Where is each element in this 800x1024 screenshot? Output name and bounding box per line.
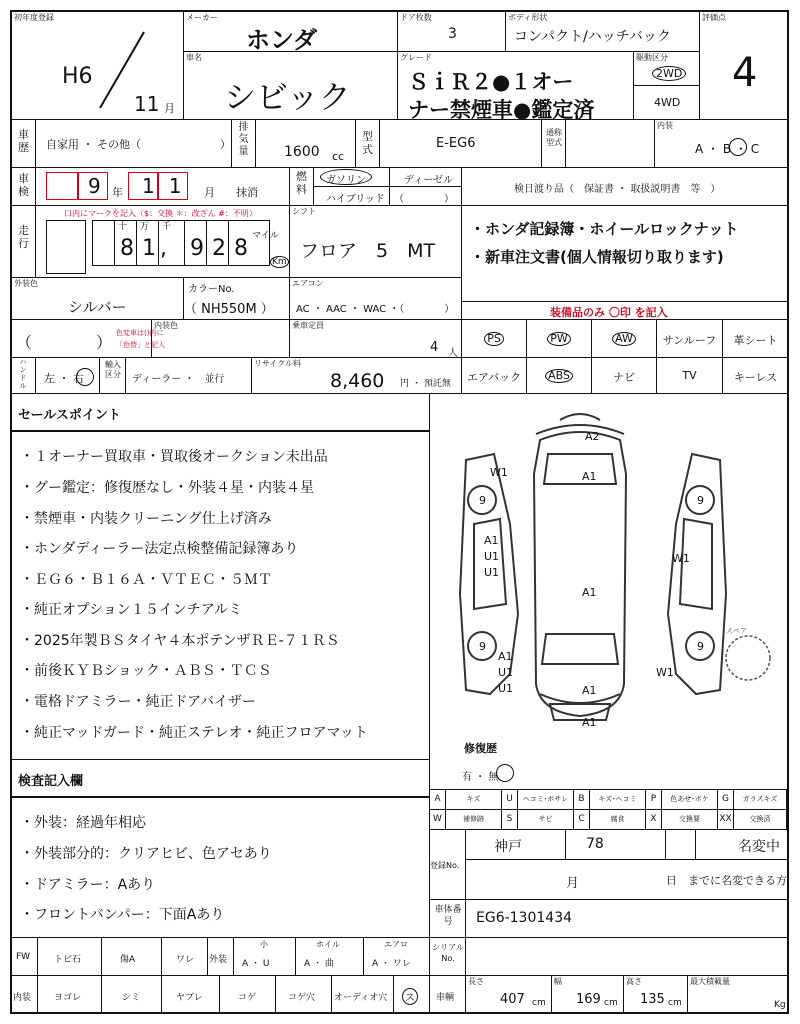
damage-mark: A1 <box>484 534 499 547</box>
width-value: 169 <box>576 992 601 1007</box>
equip-header: 装備品のみ 〇印 を記入 <box>550 306 668 319</box>
equip-label: ナビ <box>613 371 635 384</box>
length-value: 407 <box>500 992 525 1007</box>
disp-unit: cc <box>332 150 345 163</box>
common-cell <box>566 120 655 168</box>
fuel-label: 燃料 <box>296 170 307 196</box>
vin-value: EG6-1301434 <box>476 910 573 926</box>
mileage-digit: 1 <box>142 236 156 261</box>
legend-meaning: 腐食 <box>590 810 646 830</box>
maker-cell <box>184 12 398 52</box>
first-registration-cell <box>12 12 184 120</box>
length-cell <box>466 976 552 1014</box>
change-note1: 色変車は()内に <box>116 329 164 337</box>
equip-label: AW <box>612 332 636 346</box>
fw-item-label: トビ石 <box>54 955 82 965</box>
reg-change-cell <box>696 830 789 860</box>
recycle-cell <box>252 358 462 394</box>
int-label-cell <box>12 976 38 1014</box>
score-cell <box>700 12 789 120</box>
model-label-cell <box>356 120 380 168</box>
equip-label: キーレス <box>733 371 778 384</box>
width-label: 幅 <box>554 977 562 986</box>
import-label: 輸入区分 <box>105 360 121 379</box>
check-panel <box>12 760 430 938</box>
color-no-label: カラーNo. <box>188 284 235 295</box>
digit-divider <box>158 220 159 266</box>
inspection-year: 9 <box>88 174 101 198</box>
car-name-cell <box>184 52 398 120</box>
aircon-label: エアコン <box>292 279 324 288</box>
disp-label: 排気量 <box>238 122 249 157</box>
handle-circle <box>76 368 94 386</box>
legend-code: G <box>718 790 734 810</box>
fw-item <box>102 938 162 976</box>
reg-number-cell <box>566 830 666 860</box>
car-name-value: シビック <box>224 78 351 116</box>
import-cell <box>126 358 252 394</box>
mileage-digit: 9 <box>190 236 204 261</box>
length-label: 長さ <box>468 977 484 986</box>
height-cell <box>624 976 688 1014</box>
damage-mark: A1 <box>582 716 597 729</box>
first-reg-era: H6 <box>62 64 93 89</box>
fw-item-label: 傷A <box>120 955 136 965</box>
disp-value: 1600 <box>284 144 320 160</box>
repair-value: 有 ・ 無 <box>462 772 499 783</box>
ext-color-value: シルバー <box>68 298 127 316</box>
recycle-unit: 円 <box>400 379 410 389</box>
equip-tv <box>657 358 723 394</box>
damage-mark: A1 <box>498 650 513 663</box>
fuel-diesel: ディーゼル <box>404 175 453 186</box>
grade-line1: ＳｉＲ２●１オー <box>408 70 574 94</box>
damage-mark: U1 <box>498 682 514 695</box>
digit-divider <box>136 220 137 266</box>
int-item-label: コゲ <box>238 993 257 1003</box>
sales-divider <box>12 430 430 432</box>
damage-mark: A1 <box>582 586 597 599</box>
serial-label-cell <box>430 938 466 976</box>
sales-title: セールスポイント <box>18 408 121 423</box>
legend-code: C <box>574 810 590 830</box>
reg-label-cell <box>430 830 466 900</box>
damage-mark: U1 <box>484 566 500 579</box>
handle-value: 左 ・ 右 <box>44 372 84 385</box>
body-value: コンパクト/ハッチバック <box>514 29 671 45</box>
drive-label: 駆動区分 <box>636 53 668 62</box>
sales-item: ・１オーナー買取車・買取後オークション未出品 <box>20 449 328 465</box>
equip-abs <box>527 358 592 394</box>
equip-label: PW <box>547 332 571 346</box>
damage-mark: U1 <box>498 666 514 679</box>
fuel-diesel-cell <box>390 168 462 187</box>
doors-label: ドア枚数 <box>400 13 432 22</box>
ext-small-cell <box>234 938 296 976</box>
int-color-label: 内装色 <box>154 321 178 330</box>
legend-code: A <box>430 790 446 810</box>
vin-label: 車体番号 <box>434 905 462 927</box>
legend-code: B <box>574 790 590 810</box>
height-unit: cm <box>668 998 682 1008</box>
handle-cell <box>36 358 100 394</box>
damage-mark: W1 <box>672 552 690 565</box>
vin-cell <box>466 900 789 938</box>
reg-label: 登録No. <box>430 861 460 870</box>
fw-item <box>162 938 208 976</box>
ext-color-cell <box>12 278 184 320</box>
doors-value: 3 <box>448 26 457 42</box>
mileage-unit: マイル <box>252 231 279 241</box>
inspection-month: 11 <box>142 174 196 198</box>
interior-grades: A ・ B ・ C <box>695 142 760 156</box>
ext-small-value: A ・ U <box>242 959 270 969</box>
equip-label: エアバック <box>466 371 522 384</box>
drive-4wd: 4WD <box>654 96 681 109</box>
legend-code: U <box>502 790 518 810</box>
int-color-cell <box>152 320 290 358</box>
equip-label: 革シート <box>733 334 778 347</box>
damage-diagram-panel <box>430 394 789 790</box>
int-item-label: ス <box>402 988 418 1005</box>
equip-leather <box>723 320 789 358</box>
mileage-digit: 8 <box>234 236 248 261</box>
ext-aero-value: A ・ ワレ <box>372 959 411 969</box>
damage-mark: A1 <box>582 684 597 697</box>
ext-color-label: 外装色 <box>14 279 38 288</box>
legend-code: XX <box>718 810 734 830</box>
unit-man: 万 <box>140 222 150 232</box>
damage-mark: 9 <box>697 494 704 507</box>
aircon-value: AC ・ AAC ・ WAC ・（ ） <box>296 304 455 315</box>
inspection-erased: 抹消 <box>236 186 258 199</box>
int-label: 内装 <box>13 993 32 1003</box>
equip-label: サンルーフ <box>662 334 717 347</box>
reg-blank-cell <box>666 830 696 860</box>
inspection-month-unit: 月 <box>204 186 215 199</box>
features-cell <box>462 206 789 302</box>
legend-meaning: 補修跡 <box>446 810 502 830</box>
fw-label: FW <box>16 952 31 962</box>
fuel-hybrid-cell <box>314 187 390 206</box>
sales-item: ・純正マッドガード・純正ステレオ・純正フロアマット <box>20 725 368 741</box>
car-name-label: 車名 <box>186 53 202 62</box>
feature-line2: ・新車注文書(個人情報切り取ります) <box>470 248 724 266</box>
legend-meaning: キズ <box>446 790 502 810</box>
int-item <box>102 976 162 1014</box>
ext-aero-cell <box>364 938 430 976</box>
color-no-cell <box>184 278 290 320</box>
check-item: ・ドアミラー：Aあり <box>20 877 156 893</box>
common-label-cell <box>542 120 566 168</box>
sales-item: ・グー鑑定：修復歴なし・外装４星・内装４星 <box>20 480 314 496</box>
ext-wheel-label: ホイル <box>316 940 340 949</box>
height-value: 135 <box>640 992 665 1007</box>
equip-navi <box>592 358 657 394</box>
sales-item: ・前後ＫＹＢショック・ＡＢＳ・ＴＣＳ <box>20 663 272 679</box>
sales-points-panel <box>12 394 430 760</box>
grade-label: グレード <box>400 53 432 62</box>
documents-cell <box>462 168 789 206</box>
model-value: E-EG6 <box>436 136 476 151</box>
body-cell <box>506 12 700 52</box>
int-item <box>38 976 102 1014</box>
digit-divider <box>114 220 115 266</box>
paren-close: ） <box>96 333 113 352</box>
shift-label: シフト <box>292 207 316 216</box>
equip-aw <box>592 320 657 358</box>
reg-day-note: 日 までに名変できる方 <box>666 874 787 887</box>
maker-label: メーカー <box>186 13 218 22</box>
inspection-label: 車検 <box>18 172 29 198</box>
recycle-deposit: ・ 預託無 <box>412 379 451 389</box>
interior-label: 内装 <box>657 121 673 130</box>
model-label: 型式 <box>362 130 373 156</box>
shift-value: フロア 5 MT <box>300 240 436 262</box>
mileage-cell <box>36 206 290 278</box>
ext-label: 外装 <box>209 955 228 965</box>
size-label: 車輌 <box>436 993 455 1003</box>
score-label: 評価点 <box>702 13 726 22</box>
equip-pw <box>527 320 592 358</box>
legend-code: S <box>502 810 518 830</box>
int-item-label: ヨゴレ <box>54 993 82 1003</box>
handle-label-cell <box>12 358 36 394</box>
legend-meaning: 交換済 <box>734 810 787 830</box>
grade-line2: ナー禁煙車●鑑定済 <box>408 98 595 122</box>
check-item: ・フロントバンパー：下面Aあり <box>20 907 225 923</box>
doors-cell <box>398 12 506 52</box>
drive-4wd-cell <box>634 86 700 120</box>
damage-mark: U1 <box>484 550 500 563</box>
recycle-value: 8,460 <box>330 370 385 392</box>
equip-header-cell <box>462 302 789 320</box>
fuel-other: （ ） <box>394 194 454 205</box>
unit-ju: 十 <box>118 222 128 232</box>
mileage-digit: 8 <box>120 236 134 261</box>
height-label: 高さ <box>626 977 642 986</box>
weight-unit: Kg <box>774 1000 786 1010</box>
disp-label-cell <box>232 120 256 168</box>
common-label: 通称型式 <box>546 128 562 147</box>
weight-cell <box>688 976 789 1014</box>
history-value: 自家用 ・ その他（ <box>46 138 141 151</box>
int-item <box>220 976 276 1014</box>
interior-cell <box>655 120 789 168</box>
interior-circle <box>729 138 747 156</box>
fuel-gas-cell <box>314 168 390 187</box>
first-reg-label: 初年度登録 <box>14 13 54 22</box>
width-unit: cm <box>604 998 618 1008</box>
grade-cell <box>398 52 634 120</box>
documents-text: 検日渡り品（ 保証書 ・ 取扱説明書 等 ） <box>514 184 721 195</box>
model-cell <box>380 120 542 168</box>
ext-wheel-cell <box>296 938 364 976</box>
legend-code: X <box>646 810 662 830</box>
damage-mark: 9 <box>697 640 704 653</box>
color-no-value: （ NH550M ） <box>184 302 274 317</box>
legend-meaning: キズ･ヘコミ <box>590 790 646 810</box>
ext-label-cell <box>208 938 234 976</box>
feature-line1: ・ホンダ記録簿・ホイールロックナット <box>470 220 739 238</box>
vin-label-cell <box>430 900 466 938</box>
reg-area: 神戸 <box>494 839 522 855</box>
month-unit: 月 <box>164 102 175 115</box>
disp-cell <box>256 120 356 168</box>
unit-sen: 千 <box>162 222 172 232</box>
legend-code: W <box>430 810 446 830</box>
inspection-label-cell <box>12 168 36 206</box>
shift-cell <box>290 206 462 278</box>
capacity-value: 4 <box>430 340 439 355</box>
history-close: ） <box>220 138 231 151</box>
fuel-gas: ガソリン <box>326 175 366 186</box>
damage-mark: W1 <box>656 666 674 679</box>
recycle-label: リサイクル料 <box>254 359 301 368</box>
inspection-year-unit: 年 <box>112 186 123 199</box>
sales-item: ・電格ドアミラー・純正ドアバイザー <box>20 694 257 710</box>
fuel-hybrid: ハイブリッド <box>326 194 385 205</box>
sales-item: ・禁煙車・内装クリーニング仕上げ済み <box>20 511 272 527</box>
reg-change: 名変中 <box>738 839 780 855</box>
damage-mark: W1 <box>490 466 508 479</box>
mileage-km: Km <box>272 257 287 267</box>
size-label-cell <box>430 976 466 1014</box>
digit-divider <box>206 220 207 266</box>
sales-item: ・ホンダディーラー法定点検整備記録簿あり <box>20 541 299 557</box>
fw-item-label: ワレ <box>176 955 195 965</box>
body-label: ボディ形状 <box>508 13 548 22</box>
capacity-cell <box>290 320 462 358</box>
int-item-label: シミ <box>122 993 141 1003</box>
fuel-other-cell <box>390 187 462 206</box>
first-reg-month: 11 <box>134 92 160 116</box>
equip-label: PS <box>484 332 504 346</box>
repair-label: 修復歴 <box>464 742 497 755</box>
length-unit: cm <box>532 998 546 1008</box>
legend-code: P <box>646 790 662 810</box>
serial-cell <box>466 938 789 976</box>
spare-label: スペア <box>726 627 747 635</box>
inspection-box-1 <box>46 172 78 200</box>
reg-deadline-cell <box>466 860 789 900</box>
history-cell <box>36 120 232 168</box>
paren-open: （ <box>16 333 33 352</box>
int-item <box>332 976 394 1014</box>
fuel-label-cell <box>290 168 314 206</box>
sales-item: ・2025年製ＢＳタイヤ４本ポテンザＲＥ-７１ＲＳ <box>20 633 340 649</box>
int-item <box>394 976 430 1014</box>
ext-aero-label: エアロ <box>384 940 408 949</box>
serial-label: シリアルNo. <box>432 943 464 963</box>
import-label-cell <box>100 358 126 394</box>
int-item-label: オーディオ穴 <box>334 993 388 1003</box>
score-value: 4 <box>732 50 758 96</box>
fw-item <box>38 938 102 976</box>
ext-wheel-value: A ・ 曲 <box>304 959 334 969</box>
appraisal-sheet <box>10 10 789 1014</box>
fw-label-cell <box>12 938 38 976</box>
mileage-comma: , <box>160 236 167 261</box>
damage-mark: A2 <box>585 430 600 443</box>
damage-mark: 9 <box>479 494 486 507</box>
history-label-cell <box>12 120 36 168</box>
equip-airbag <box>462 358 527 394</box>
equip-ps <box>462 320 527 358</box>
history-label: 車歴 <box>18 128 29 154</box>
digit-divider <box>184 220 185 266</box>
legend-meaning: 色あせ･ボケ <box>662 790 718 810</box>
drive-2wd-cell <box>634 52 700 86</box>
equip-sunroof <box>657 320 723 358</box>
maker-value: ホンダ <box>246 26 318 54</box>
handle-label: ハンドル <box>19 358 27 390</box>
damage-mark: 9 <box>479 640 486 653</box>
mileage-label-cell <box>12 206 36 278</box>
equip-keyless <box>723 358 789 394</box>
legend-panel <box>430 790 789 830</box>
weight-label: 最大積載量 <box>690 977 730 986</box>
sales-item: ・ＥＧ６・Ｂ１６Ａ・ＶＴＥＣ・５ＭＴ <box>20 572 272 588</box>
damage-mark: A1 <box>582 470 597 483</box>
aircon-cell <box>290 278 462 320</box>
equip-label: TV <box>682 369 697 382</box>
capacity-label: 乗車定員 <box>292 321 324 330</box>
mileage-label: 走行 <box>18 224 29 250</box>
fuel-circle <box>320 169 372 185</box>
reg-number: 78 <box>586 836 604 852</box>
legend-meaning: サビ <box>518 810 574 830</box>
repair-circle <box>496 764 514 782</box>
inspection-cell <box>36 168 290 206</box>
legend-meaning: ガラスキズ <box>734 790 787 810</box>
width-cell <box>552 976 624 1014</box>
sales-item: ・純正オプション１５インチアルミ <box>20 602 243 618</box>
mileage-note: 口内にマークを記入（$：交換 ＊：改ざん #：不明） <box>64 209 257 218</box>
reg-area-cell <box>466 830 566 860</box>
int-item-label: ヤブレ <box>176 993 203 1003</box>
ext-small-label: 小 <box>260 940 268 949</box>
legend-meaning: ヘコミ･ボサレ <box>518 790 574 810</box>
check-divider <box>12 796 430 798</box>
check-item: ・外装：経過年相応 <box>20 815 146 831</box>
legend-meaning: 交換要 <box>662 810 718 830</box>
change-note2: 「色替」と記入 <box>116 341 165 349</box>
car-diagram <box>430 394 789 790</box>
reg-month-unit: 月 <box>566 876 580 891</box>
capacity-unit: 人 <box>448 348 458 359</box>
color-change-cell <box>12 320 165 358</box>
int-item-label: コゲ穴 <box>288 993 316 1003</box>
mileage-mark-box <box>46 220 86 274</box>
equip-label: ABS <box>545 369 573 383</box>
int-item <box>162 976 220 1014</box>
int-item <box>276 976 332 1014</box>
check-title: 検査記入欄 <box>18 774 84 789</box>
digit-divider <box>228 220 229 266</box>
import-value: ディーラー ・ 並行 <box>132 374 225 385</box>
mileage-digit: 2 <box>212 236 226 261</box>
drive-2wd: 2WD <box>652 66 686 81</box>
check-item: ・外装部分的：クリアヒビ、色アセあり <box>20 846 272 862</box>
